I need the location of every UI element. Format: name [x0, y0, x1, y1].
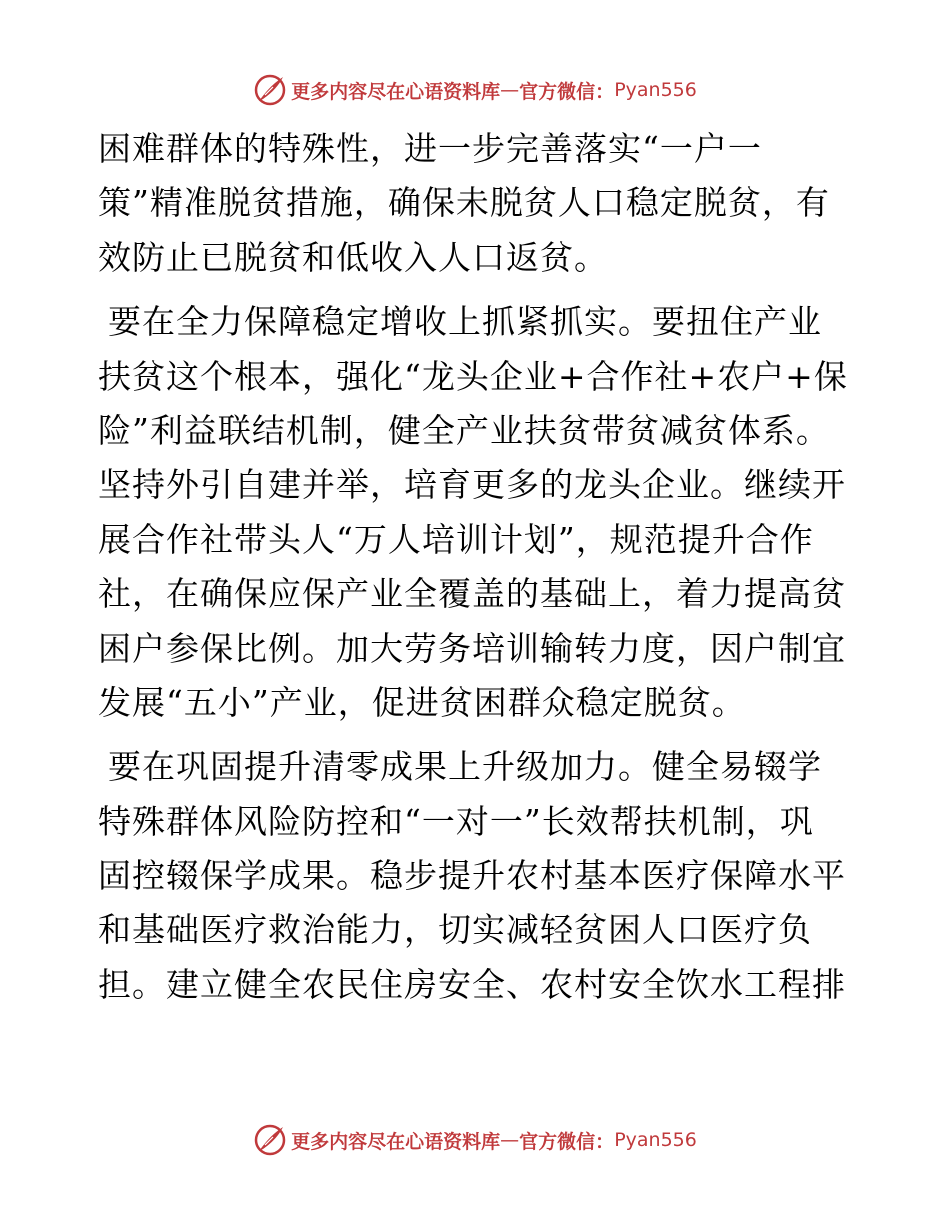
text-line: 发展“五小”产业，促进贫困群众稳定脱贫。 — [98, 682, 746, 722]
watermark-main-text: 更多内容尽在心语资料库 — [291, 1130, 501, 1153]
text-line: 特殊群体风险防控和“一对一”长效帮扶机制，巩 — [98, 801, 814, 841]
watermark-separator: — — [500, 1129, 520, 1151]
text-line: 和基础医疗救治能力，切实减轻贫困人口医疗负 — [98, 910, 812, 950]
text-line: 困难群体的特殊性，进一步完善落实“一户一 — [98, 129, 762, 168]
text-line: 策”精准脱贫措施，确保未脱贫人口稳定脱贫，有 — [98, 183, 830, 223]
text-line: 社，在确保应保产业全覆盖的基础上，着力提高贫 — [98, 574, 846, 614]
text-line: 要在巩固提升清零成果上升级加力。健全易辍学 — [108, 747, 822, 787]
text-line: 要在全力保障稳定增收上抓紧抓实。要扭住产业 — [108, 302, 822, 342]
quill-logo-icon — [253, 1123, 287, 1157]
paragraph-1 — [98, 122, 858, 285]
text-line: 固控辍保学成果。稳步提升农村基本医疗保障水平 — [98, 856, 846, 896]
watermark-wechat-id: Pyan556 — [614, 1129, 697, 1151]
paragraph-2 — [98, 295, 858, 730]
watermark-wechat-id: Pyan556 — [614, 79, 697, 101]
paragraph-3 — [98, 740, 858, 1012]
text-line: 坚持外引自建并举，培育更多的龙头企业。继续开 — [98, 465, 846, 505]
text-line: 扶贫这个根本，强化“龙头企业+合作社+农户+保 — [98, 356, 848, 396]
quill-logo-icon — [253, 73, 287, 107]
watermark-wechat-label: 官方微信： — [519, 1130, 615, 1153]
watermark-separator: — — [500, 79, 520, 101]
document-body — [98, 122, 858, 1022]
header-watermark — [0, 70, 950, 110]
footer-watermark — [0, 1120, 950, 1160]
text-line: 险”利益联结机制，健全产业扶贫带贫减贫体系。 — [98, 410, 830, 450]
text-line: 担。建立健全农民住房安全、农村安全饮水工程排 — [98, 964, 846, 1004]
watermark-main-text: 更多内容尽在心语资料库 — [291, 80, 501, 103]
text-line: 展合作社带头人“万人培训计划”，规范提升合作 — [98, 519, 814, 559]
text-line: 效防止已脱贫和低收入人口返贫。 — [98, 237, 608, 277]
text-line: 困户参保比例。加大劳务培训输转力度，因户制宜 — [98, 628, 846, 668]
watermark-wechat-label: 官方微信： — [519, 80, 615, 103]
